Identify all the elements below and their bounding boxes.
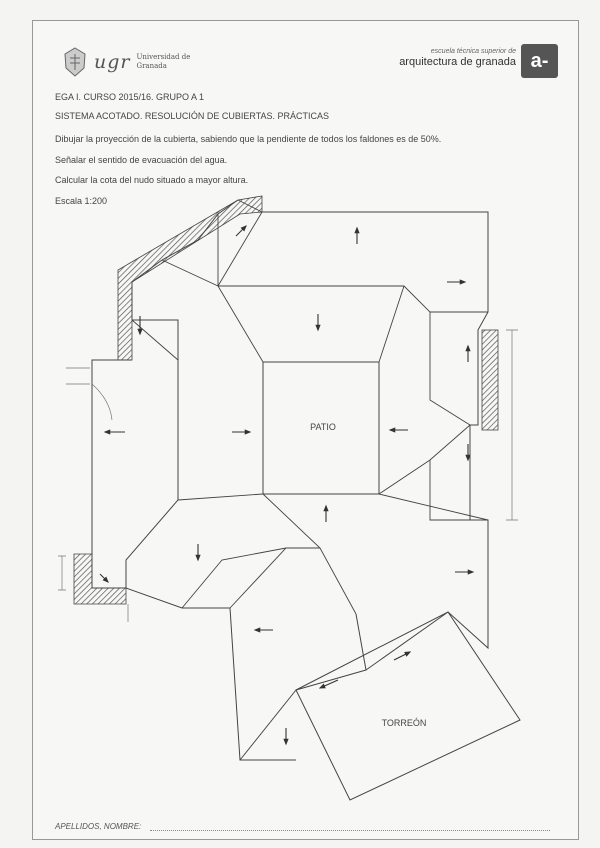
school-name: arquitectura de granada <box>399 56 516 68</box>
dimension-lines <box>58 330 518 622</box>
roof-outline <box>92 200 488 760</box>
university-name: Universidad de Granada <box>136 53 191 70</box>
patio-label: PATIO <box>310 422 336 432</box>
instruction-slope: Dibujar la proyección de la cubierta, sabiendo que la pendiente de todos los faldones es de 50%. <box>55 134 442 144</box>
school-logo-icon: a- <box>521 44 558 78</box>
arrow-icon <box>100 574 108 582</box>
school-subtitle: escuela técnica superior de <box>430 48 516 55</box>
topic-line: SISTEMA ACOTADO. RESOLUCIÓN DE CUBIERTAS. PRÁCTICAS <box>55 111 330 121</box>
scale-label: Escala 1:200 <box>55 196 108 206</box>
wall-hatch-north-west <box>118 196 262 360</box>
arrow-icon <box>320 680 338 688</box>
instruction-water: Señalar el sentido de evacuación del agua. <box>55 155 228 165</box>
arrow-icon <box>394 652 410 660</box>
torreon-label: TORREÓN <box>381 718 427 728</box>
wall-hatch-east <box>482 330 498 430</box>
university-short-name: ugr <box>94 51 131 73</box>
name-field-line[interactable] <box>150 830 550 831</box>
arrow-icon <box>236 226 246 236</box>
torreon-outline <box>240 612 520 800</box>
roof-ridges <box>132 200 488 614</box>
wall-hatch-south-west <box>74 554 126 604</box>
name-field-label: APELLIDOS, NOMBRE: <box>55 822 142 831</box>
instruction-height: Calcular la cota del nudo situado a mayor altura. <box>55 175 249 185</box>
course-line: EGA I. CURSO 2015/16. GRUPO A 1 <box>55 92 205 102</box>
water-flow-arrows <box>100 226 473 744</box>
